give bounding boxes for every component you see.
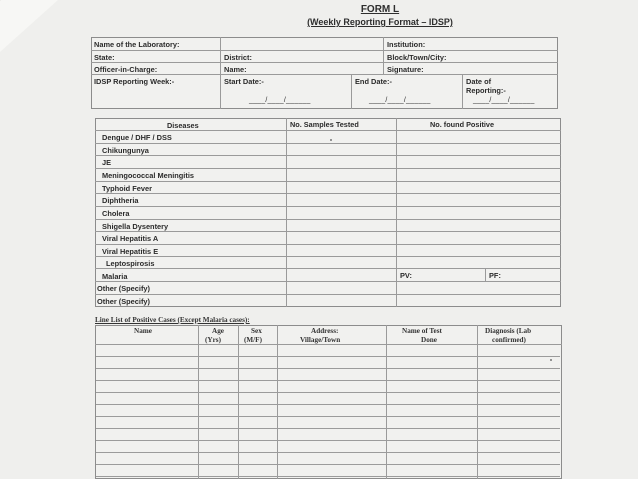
line-list-header-confirmed: confirmed) <box>492 336 526 344</box>
line-list-header-age-unit: (Yrs) <box>205 336 221 344</box>
line-list-row-line-11 <box>96 476 560 477</box>
line-list-header-test-name: Name of Test <box>402 327 442 335</box>
form-title-block <box>270 4 490 28</box>
disease-row-line-4 <box>95 168 561 169</box>
diseases-header: Diseases <box>167 121 199 130</box>
malaria-pv-pf-divider <box>485 268 486 281</box>
signature-label: Signature: <box>387 65 424 74</box>
header-column-divider-4 <box>462 74 463 109</box>
institution-label: Institution: <box>387 40 426 49</box>
disease-row-line-3 <box>95 155 561 156</box>
line-list-header-sex: Sex <box>251 327 262 335</box>
disease-row-other-specify-2: Other (Specify) <box>97 297 150 306</box>
disease-row-line-5 <box>95 181 561 182</box>
line-list-row-line-5 <box>96 404 560 405</box>
disease-table-column-divider-2 <box>396 118 397 307</box>
disease-row-je: JE <box>102 158 112 167</box>
disease-row-line-1 <box>95 130 561 131</box>
disease-row-line-14 <box>95 294 561 295</box>
line-list-header-sex-unit: (M/F) <box>244 336 262 344</box>
line-list-column-divider-4 <box>386 325 387 479</box>
line-list-header-bottom <box>95 344 562 345</box>
disease-row-line-11 <box>95 256 561 257</box>
disease-row-dengue: Dengue / DHF / DSS <box>102 133 172 142</box>
line-list-header-address: Address: <box>311 327 339 335</box>
malaria-pf-label: PF: <box>489 271 501 280</box>
disease-row-diphtheria: Diphtheria <box>102 196 139 205</box>
samples-tested-header: No. Samples Tested <box>290 120 359 129</box>
header-column-divider-2 <box>351 74 352 109</box>
name-label: Name: <box>224 65 247 74</box>
line-list-row-line-6 <box>96 416 560 417</box>
date-of-reporting-label-line-2: Reporting:- <box>466 86 506 95</box>
start-date-label: Start Date:- <box>224 77 264 86</box>
small-mark-line-list <box>550 359 552 361</box>
state-label: State: <box>94 53 115 62</box>
disease-row-malaria: Malaria <box>102 272 128 281</box>
reporting-date-blank: ____/____/______ <box>473 97 535 104</box>
disease-row-line-13 <box>95 281 561 282</box>
line-list-header-village-town: Village/Town <box>300 336 341 344</box>
disease-row-leptospirosis: Leptospirosis <box>106 259 155 268</box>
line-list-header-age: Age <box>212 327 224 335</box>
line-list-row-line-4 <box>96 392 560 393</box>
district-label: District: <box>224 53 252 62</box>
disease-table-column-divider-1 <box>286 118 287 307</box>
line-list-row-line-2 <box>96 368 560 369</box>
line-list-column-divider-2 <box>238 325 239 479</box>
small-mark-samples-cell <box>330 139 332 141</box>
line-list-row-line-3 <box>96 380 560 381</box>
start-date-blank: ____/____/______ <box>249 97 311 104</box>
disease-row-line-6 <box>95 193 561 194</box>
line-list-header-diagnosis: Diagnosis (Lab <box>485 327 532 335</box>
header-row-divider-1 <box>91 50 558 51</box>
line-list-row-line-7 <box>96 428 560 429</box>
header-column-divider-3 <box>383 37 384 74</box>
disease-row-meningococcal-meningitis: Meningococcal Meningitis <box>102 171 194 180</box>
disease-row-cholera: Cholera <box>102 209 130 218</box>
disease-row-typhoid-fever: Typhoid Fever <box>102 184 152 193</box>
line-list-title: Line List of Positive Cases (Except Malaria cases): <box>95 316 250 324</box>
line-list-table <box>95 325 562 479</box>
line-list-header-name: Name <box>134 327 152 335</box>
disease-row-line-10 <box>95 244 561 245</box>
line-list-row-line-10 <box>96 464 560 465</box>
line-list-column-divider-3 <box>277 325 278 479</box>
disease-row-line-7 <box>95 206 561 207</box>
disease-row-viral-hepatitis-a: Viral Hepatitis A <box>102 234 159 243</box>
line-list-column-divider-5 <box>477 325 478 479</box>
line-list-column-divider-1 <box>198 325 199 479</box>
disease-row-chikungunya: Chikungunya <box>102 146 149 155</box>
header-column-divider-1 <box>220 37 221 109</box>
form-title: FORM L <box>360 4 400 15</box>
form-subtitle: (Weekly Reporting Format – IDSP) <box>307 17 453 27</box>
date-of-reporting-label-line-1: Date of <box>466 77 492 86</box>
line-list-row-line-1 <box>96 356 560 357</box>
header-row-divider-3 <box>91 74 558 75</box>
line-list-header-test-done: Done <box>421 336 437 344</box>
disease-row-line-12 <box>95 268 561 269</box>
header-row-divider-2 <box>91 62 558 63</box>
officer-label: Officer-in-Charge: <box>94 65 158 74</box>
malaria-pv-label: PV: <box>400 271 412 280</box>
reporting-week-label: IDSP Reporting Week:- <box>94 77 175 86</box>
line-list-row-line-8 <box>96 440 560 441</box>
laboratory-label: Name of the Laboratory: <box>94 40 180 49</box>
block-label: Block/Town/City: <box>387 53 447 62</box>
disease-row-shigella-dysentery: Shigella Dysentery <box>102 222 169 231</box>
end-date-label: End Date:- <box>355 77 392 86</box>
disease-row-line-8 <box>95 219 561 220</box>
end-date-blank: ____/____/______ <box>369 97 431 104</box>
disease-row-line-2 <box>95 143 561 144</box>
disease-row-other-specify-1: Other (Specify) <box>97 284 150 293</box>
disease-row-viral-hepatitis-e: Viral Hepatitis E <box>102 247 159 256</box>
disease-row-line-9 <box>95 231 561 232</box>
found-positive-header: No. found Positive <box>430 120 495 129</box>
line-list-row-line-9 <box>96 452 560 453</box>
